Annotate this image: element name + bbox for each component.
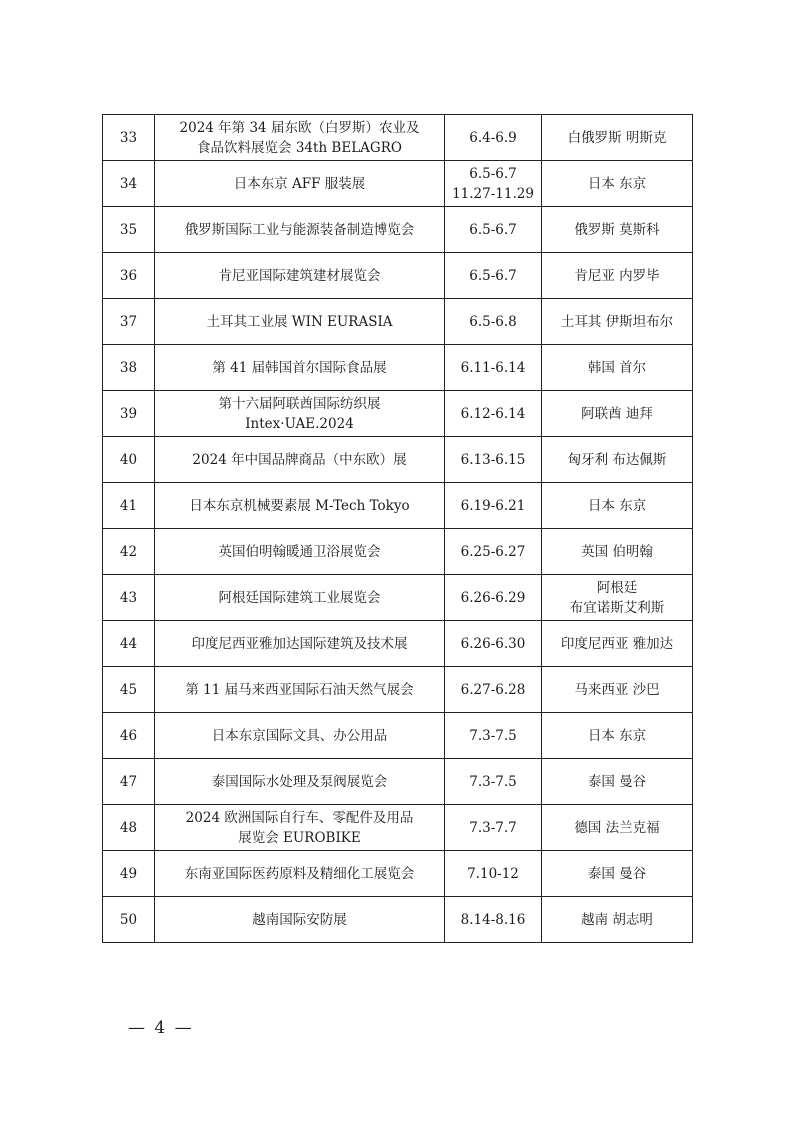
exhibition-date-cell: [445, 805, 542, 851]
exhibition-date-line: 8.14-8.16: [460, 911, 526, 928]
exhibition-name-line: 肯尼亚国际建筑建材展览会: [218, 267, 381, 284]
exhibition-date-cell: [445, 345, 542, 391]
exhibition-name-line: 阿根廷国际建筑工业展览会: [218, 589, 381, 606]
exhibition-location-line: 印度尼西亚 雅加达: [560, 635, 674, 652]
exhibition-name-cell: [155, 667, 445, 713]
exhibition-name-cell: [155, 483, 445, 529]
exhibition-date-cell: [445, 391, 542, 437]
exhibition-location-cell: [542, 483, 693, 529]
exhibition-location-line: 肯尼亚 内罗毕: [574, 267, 660, 284]
exhibition-date-cell: [445, 667, 542, 713]
exhibition-date-line: 6.27-6.28: [460, 681, 526, 698]
row-number-cell: 40: [103, 437, 155, 483]
exhibition-name-line: 展览会 EUROBIKE: [238, 829, 361, 846]
exhibition-location-cell: [542, 391, 693, 437]
exhibition-location-line: 马来西亚 沙巴: [574, 681, 660, 698]
exhibition-date-line: 6.5-6.8: [469, 313, 517, 330]
exhibition-location-cell: [542, 253, 693, 299]
exhibition-date-line: 6.19-6.21: [460, 497, 526, 514]
exhibition-date-line: 6.13-6.15: [460, 451, 526, 468]
row-number-cell: 42: [103, 529, 155, 575]
row-number-cell: 48: [103, 805, 155, 851]
row-number-cell: 45: [103, 667, 155, 713]
exhibition-name-line: 2024 欧洲国际自行车、零配件及用品: [185, 809, 414, 826]
exhibition-location-cell: [542, 621, 693, 667]
exhibition-location-line: 白俄罗斯 明斯克: [567, 129, 667, 146]
row-number-cell: 50: [103, 897, 155, 943]
exhibition-name-cell: [155, 161, 445, 207]
exhibition-location-cell: [542, 437, 693, 483]
exhibition-date-cell: [445, 115, 542, 161]
exhibition-name-line: Intex·UAE.2024: [245, 415, 354, 432]
table-row: [103, 529, 693, 575]
exhibition-location-line: 阿联酋 迪拜: [581, 405, 653, 422]
exhibition-date-line: 6.26-6.29: [460, 589, 526, 606]
exhibition-location-line: 阿根廷: [596, 579, 638, 596]
exhibition-location-line: 英国 伯明翰: [581, 543, 653, 560]
exhibition-date-cell: [445, 437, 542, 483]
exhibition-date-cell: [445, 529, 542, 575]
exhibition-name-cell: [155, 575, 445, 621]
exhibition-date-cell: [445, 713, 542, 759]
row-number-cell: 47: [103, 759, 155, 805]
exhibition-location-line: 泰国 曼谷: [587, 773, 647, 790]
exhibition-date-line: 6.4-6.9: [469, 129, 517, 146]
table-row: [103, 253, 693, 299]
row-number-cell: 37: [103, 299, 155, 345]
exhibition-date-line: 6.26-6.30: [460, 635, 526, 652]
table-row: [103, 437, 693, 483]
exhibition-location-cell: [542, 897, 693, 943]
table-row: [103, 391, 693, 437]
exhibition-name-line: 2024 年第 34 届东欧（白罗斯）农业及: [179, 119, 420, 136]
exhibition-name-cell: [155, 345, 445, 391]
exhibition-date-cell: [445, 299, 542, 345]
exhibition-location-line: 土耳其 伊斯坦布尔: [560, 313, 674, 330]
table-row: [103, 345, 693, 391]
exhibition-name-line: 第 41 届韩国首尔国际食品展: [212, 359, 387, 376]
exhibition-date-cell: [445, 483, 542, 529]
row-number-cell: 35: [103, 207, 155, 253]
exhibition-date-line: 6.5-6.7: [469, 165, 517, 182]
table-row: [103, 851, 693, 897]
exhibition-location-line: 德国 法兰克福: [574, 819, 660, 836]
exhibition-name-cell: [155, 207, 445, 253]
exhibition-name-line: 第十六届阿联酋国际纺织展: [218, 395, 381, 412]
exhibition-location-cell: [542, 667, 693, 713]
exhibition-name-line: 东南亚国际医药原料及精细化工展览会: [184, 865, 415, 882]
exhibition-location-line: 匈牙利 布达佩斯: [567, 451, 667, 468]
exhibition-location-line: 越南 胡志明: [581, 911, 653, 928]
exhibition-name-line: 日本东京机械要素展 M-Tech Tokyo: [189, 497, 410, 514]
row-number-cell: 38: [103, 345, 155, 391]
exhibition-date-line: 7.3-7.5: [469, 727, 517, 744]
exhibition-date-cell: [445, 621, 542, 667]
row-number-cell: 34: [103, 161, 155, 207]
exhibition-location-cell: [542, 207, 693, 253]
exhibition-name-line: 日本东京国际文具、办公用品: [211, 727, 388, 744]
row-number-cell: 36: [103, 253, 155, 299]
row-number-cell: 46: [103, 713, 155, 759]
exhibition-location-line: 布宜诺斯艾利斯: [569, 599, 665, 616]
row-number-cell: 43: [103, 575, 155, 621]
exhibition-date-cell: [445, 575, 542, 621]
exhibition-location-cell: [542, 115, 693, 161]
exhibition-date-line: 6.5-6.7: [469, 221, 517, 238]
exhibition-name-cell: [155, 115, 445, 161]
exhibition-name-cell: [155, 299, 445, 345]
table-row: [103, 207, 693, 253]
exhibition-location-line: 日本 东京: [587, 727, 647, 744]
table-row: [103, 667, 693, 713]
exhibition-date-cell: [445, 851, 542, 897]
exhibition-name-cell: [155, 621, 445, 667]
exhibition-date-line: 6.25-6.27: [460, 543, 526, 560]
exhibition-name-line: 2024 年中国品牌商品（中东欧）展: [192, 451, 407, 468]
exhibition-name-cell: [155, 529, 445, 575]
exhibition-name-line: 印度尼西亚雅加达国际建筑及技术展: [191, 635, 408, 652]
table-row: [103, 575, 693, 621]
exhibition-location-line: 泰国 曼谷: [587, 865, 647, 882]
exhibition-name-line: 食品饮料展览会 34th BELAGRO: [197, 139, 402, 156]
exhibition-location-cell: [542, 851, 693, 897]
row-number-cell: 33: [103, 115, 155, 161]
exhibition-date-line: 11.27-11.29: [452, 185, 534, 202]
exhibition-location-line: 韩国 首尔: [587, 359, 647, 376]
exhibition-name-line: 第 11 届马来西亚国际石油天然气展会: [185, 681, 414, 698]
exhibition-name-line: 俄罗斯国际工业与能源装备制造博览会: [184, 221, 415, 238]
exhibition-location-cell: [542, 759, 693, 805]
exhibition-location-cell: [542, 529, 693, 575]
row-number-cell: 44: [103, 621, 155, 667]
exhibition-name-cell: [155, 851, 445, 897]
exhibition-name-cell: [155, 437, 445, 483]
exhibition-location-cell: [542, 575, 693, 621]
exhibition-date-line: 7.3-7.7: [469, 819, 517, 836]
table-row: [103, 115, 693, 161]
table-row: [103, 713, 693, 759]
exhibition-location-cell: [542, 345, 693, 391]
exhibition-date-line: 7.3-7.5: [469, 773, 517, 790]
exhibition-location-cell: [542, 299, 693, 345]
exhibition-name-line: 越南国际安防展: [252, 911, 347, 928]
row-number-cell: 49: [103, 851, 155, 897]
exhibition-date-cell: [445, 897, 542, 943]
exhibition-date-line: 7.10-12: [467, 865, 519, 882]
exhibition-name-line: 泰国国际水处理及泵阀展览会: [211, 773, 388, 790]
exhibition-date-cell: [445, 161, 542, 207]
exhibition-date-cell: [445, 759, 542, 805]
exhibition-name-cell: [155, 759, 445, 805]
table-row: [103, 805, 693, 851]
exhibition-location-cell: [542, 161, 693, 207]
exhibition-name-cell: [155, 391, 445, 437]
table-row: [103, 621, 693, 667]
row-number-cell: 41: [103, 483, 155, 529]
row-number-cell: 39: [103, 391, 155, 437]
exhibition-date-line: 6.11-6.14: [460, 359, 526, 376]
exhibition-location-cell: [542, 805, 693, 851]
exhibition-name-cell: [155, 713, 445, 759]
exhibition-table-body: [103, 115, 693, 943]
page-number: — 4 —: [128, 1018, 194, 1038]
exhibition-table: [102, 114, 693, 943]
table-row: [103, 897, 693, 943]
exhibition-date-line: 6.5-6.7: [469, 267, 517, 284]
exhibition-date-line: 6.12-6.14: [460, 405, 526, 422]
exhibition-name-cell: [155, 805, 445, 851]
exhibition-name-cell: [155, 897, 445, 943]
exhibition-name-line: 英国伯明翰暖通卫浴展览会: [218, 543, 381, 560]
table-row: [103, 483, 693, 529]
exhibition-date-cell: [445, 253, 542, 299]
table-row: [103, 759, 693, 805]
exhibition-name-cell: [155, 253, 445, 299]
exhibition-location-line: 日本 东京: [587, 175, 647, 192]
exhibition-location-line: 日本 东京: [587, 497, 647, 514]
exhibition-date-cell: [445, 207, 542, 253]
table-row: [103, 161, 693, 207]
exhibition-name-line: 土耳其工业展 WIN EURASIA: [206, 313, 393, 330]
exhibition-location-cell: [542, 713, 693, 759]
exhibition-name-line: 日本东京 AFF 服装展: [233, 175, 366, 192]
exhibition-location-line: 俄罗斯 莫斯科: [574, 221, 660, 238]
table-row: [103, 299, 693, 345]
